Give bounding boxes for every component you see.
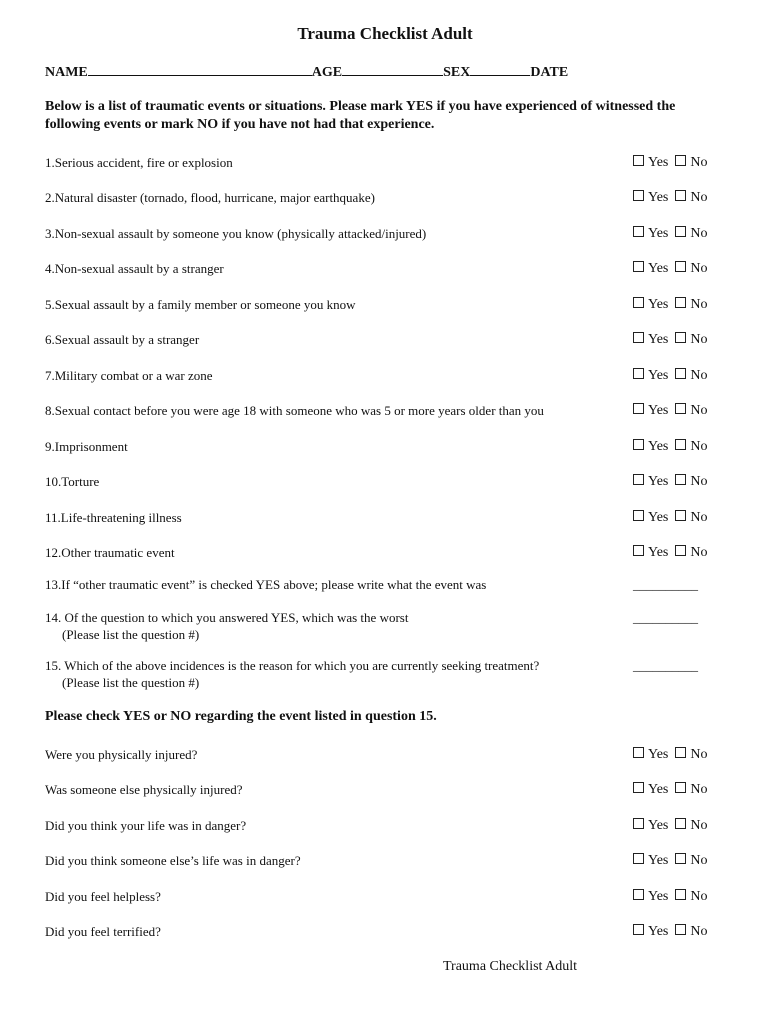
yes-no-choice xyxy=(633,296,715,313)
no-checkbox[interactable] xyxy=(675,226,686,237)
no-option xyxy=(675,474,707,489)
yes-option xyxy=(633,545,668,560)
no-option xyxy=(675,332,707,347)
no-label: No xyxy=(690,924,708,939)
yes-label: Yes xyxy=(648,332,669,347)
document-title: Trauma Checklist Adult xyxy=(297,24,473,43)
answer-blank[interactable]: __________ xyxy=(633,610,698,625)
no-checkbox[interactable] xyxy=(675,261,686,272)
no-option xyxy=(675,818,707,833)
yes-label: Yes xyxy=(648,261,669,276)
instructions-text: Below is a list of traumatic events or situations. Please mark YES if you have experienced of witnessed the following events or mark NO if you have not had that experience. xyxy=(45,99,676,132)
yes-option xyxy=(633,332,668,347)
yes-checkbox[interactable] xyxy=(633,889,644,900)
yes-checkbox[interactable] xyxy=(633,439,644,450)
yes-no-choice xyxy=(633,438,715,455)
no-checkbox[interactable] xyxy=(675,297,686,308)
no-option xyxy=(675,782,707,797)
no-label: No xyxy=(690,889,708,904)
yes-no-choice xyxy=(633,544,715,561)
followup-text: 14. Of the question to which you answered YES, which was the worst xyxy=(45,610,409,625)
yes-no-choice xyxy=(633,331,715,348)
yes-option xyxy=(633,474,668,489)
yes-no-choice xyxy=(633,746,715,763)
no-option xyxy=(675,368,707,383)
no-checkbox[interactable] xyxy=(675,510,686,521)
no-label: No xyxy=(690,853,708,868)
no-label: No xyxy=(690,368,708,383)
yes-label: Yes xyxy=(648,226,669,241)
yes-option xyxy=(633,190,668,205)
yes-label: Yes xyxy=(648,853,669,868)
yes-option xyxy=(633,155,668,170)
yes-no-choice xyxy=(633,154,715,171)
followup-question xyxy=(45,609,408,643)
no-option xyxy=(675,190,707,205)
yes-no-choice xyxy=(633,402,715,419)
answer-blank[interactable]: __________ xyxy=(633,577,698,592)
no-option xyxy=(675,924,707,939)
yes-no-choice xyxy=(633,923,715,940)
no-option xyxy=(675,889,707,904)
yes-label: Yes xyxy=(648,889,669,904)
yes-label: Yes xyxy=(648,190,669,205)
no-label: No xyxy=(690,818,708,833)
followup-note: (Please list the question #) xyxy=(62,627,200,642)
event15-question: Did you feel helpless? xyxy=(45,889,161,904)
yes-option xyxy=(633,853,668,868)
yes-checkbox[interactable] xyxy=(633,155,644,166)
yes-no-choice xyxy=(633,852,715,869)
yes-checkbox[interactable] xyxy=(633,853,644,864)
no-checkbox[interactable] xyxy=(675,889,686,900)
yes-no-choice xyxy=(633,509,715,526)
yes-no-choice xyxy=(633,189,715,206)
no-label: No xyxy=(690,226,708,241)
yes-option xyxy=(633,510,668,525)
no-option xyxy=(675,510,707,525)
event-question: 1.Serious accident, fire or explosion xyxy=(45,155,233,170)
yes-checkbox[interactable] xyxy=(633,510,644,521)
no-checkbox[interactable] xyxy=(675,155,686,166)
event-question: 9.Imprisonment xyxy=(45,439,128,454)
followup-question xyxy=(45,576,486,593)
yes-option xyxy=(633,368,668,383)
no-checkbox[interactable] xyxy=(675,439,686,450)
no-option xyxy=(675,439,707,454)
yes-checkbox[interactable] xyxy=(633,747,644,758)
no-checkbox[interactable] xyxy=(675,474,686,485)
yes-checkbox[interactable] xyxy=(633,190,644,201)
sex-field[interactable] xyxy=(470,62,530,76)
no-option xyxy=(675,261,707,276)
yes-option xyxy=(633,261,668,276)
yes-option xyxy=(633,403,668,418)
age-label: AGE xyxy=(311,65,343,80)
yes-no-choice xyxy=(633,781,715,798)
no-option xyxy=(675,853,707,868)
name-field[interactable] xyxy=(88,62,312,76)
yes-checkbox[interactable] xyxy=(633,545,644,556)
event-question: 4.Non-sexual assault by a stranger xyxy=(45,261,224,276)
no-checkbox[interactable] xyxy=(675,853,686,864)
no-checkbox[interactable] xyxy=(675,818,686,829)
no-label: No xyxy=(690,747,708,762)
followup-text: 15. Which of the above incidences is the reason for which you are currently seeking treatment? xyxy=(45,658,540,673)
yes-no-choice xyxy=(633,260,715,277)
event-question: 3.Non-sexual assault by someone you know (physically attacked/injured) xyxy=(45,226,427,241)
yes-no-choice xyxy=(633,888,715,905)
yes-no-choice xyxy=(633,817,715,834)
yes-checkbox[interactable] xyxy=(633,818,644,829)
no-label: No xyxy=(690,403,708,418)
yes-checkbox[interactable] xyxy=(633,368,644,379)
event-question: 8.Sexual contact before you were age 18 with someone who was 5 or more years older than you xyxy=(45,403,544,418)
yes-option xyxy=(633,439,668,454)
event-question: 7.Military combat or a war zone xyxy=(45,368,213,383)
yes-label: Yes xyxy=(648,545,669,560)
yes-checkbox[interactable] xyxy=(633,474,644,485)
no-label: No xyxy=(690,474,708,489)
no-checkbox[interactable] xyxy=(675,747,686,758)
no-option xyxy=(675,226,707,241)
yes-no-choice xyxy=(633,473,715,490)
yes-label: Yes xyxy=(648,403,669,418)
yes-option xyxy=(633,226,668,241)
event-question: 11.Life-threatening illness xyxy=(45,510,182,525)
yes-label: Yes xyxy=(648,747,669,762)
yes-option xyxy=(633,889,668,904)
yes-no-choice xyxy=(633,225,715,242)
yes-label: Yes xyxy=(648,782,669,797)
yes-label: Yes xyxy=(648,818,669,833)
no-label: No xyxy=(690,510,708,525)
yes-option xyxy=(633,818,668,833)
date-label: DATE xyxy=(530,65,569,80)
yes-checkbox[interactable] xyxy=(633,261,644,272)
no-label: No xyxy=(690,332,708,347)
no-option xyxy=(675,155,707,170)
event15-question: Did you think someone else’s life was in danger? xyxy=(45,853,301,868)
yes-label: Yes xyxy=(648,924,669,939)
yes-checkbox[interactable] xyxy=(633,924,644,935)
answer-blank[interactable]: __________ xyxy=(633,658,698,673)
yes-label: Yes xyxy=(648,368,669,383)
no-checkbox[interactable] xyxy=(675,545,686,556)
no-checkbox[interactable] xyxy=(675,924,686,935)
yes-option xyxy=(633,297,668,312)
followup-question xyxy=(45,657,539,691)
event-question: 6.Sexual assault by a stranger xyxy=(45,332,200,347)
yes-checkbox[interactable] xyxy=(633,297,644,308)
event-question: 12.Other traumatic event xyxy=(45,545,175,560)
no-option xyxy=(675,403,707,418)
no-checkbox[interactable] xyxy=(675,368,686,379)
followup-note: (Please list the question #) xyxy=(62,675,200,690)
yes-checkbox[interactable] xyxy=(633,403,644,414)
yes-option xyxy=(633,782,668,797)
yes-label: Yes xyxy=(648,474,669,489)
no-checkbox[interactable] xyxy=(675,190,686,201)
yes-checkbox[interactable] xyxy=(633,332,644,343)
yes-option xyxy=(633,924,668,939)
identification-line xyxy=(45,62,568,81)
event-question: 10.Torture xyxy=(45,474,100,489)
section-heading: Please check YES or NO regarding the event listed in question 15. xyxy=(45,709,437,724)
sex-label: SEX xyxy=(443,65,471,80)
no-checkbox[interactable] xyxy=(675,332,686,343)
followup-text: 13.If “other traumatic event” is checked YES above; please write what the event was xyxy=(45,577,487,592)
no-option xyxy=(675,747,707,762)
yes-checkbox[interactable] xyxy=(633,226,644,237)
no-label: No xyxy=(690,261,708,276)
no-checkbox[interactable] xyxy=(675,782,686,793)
no-option xyxy=(675,297,707,312)
event15-question: Were you physically injured? xyxy=(45,747,198,762)
no-label: No xyxy=(690,155,708,170)
yes-label: Yes xyxy=(648,155,669,170)
yes-checkbox[interactable] xyxy=(633,782,644,793)
yes-no-choice xyxy=(633,367,715,384)
name-label: NAME xyxy=(45,65,88,80)
no-option xyxy=(675,545,707,560)
no-label: No xyxy=(690,439,708,454)
yes-option xyxy=(633,747,668,762)
footer-text: Trauma Checklist Adult xyxy=(443,959,578,974)
yes-label: Yes xyxy=(648,297,669,312)
no-label: No xyxy=(690,782,708,797)
no-checkbox[interactable] xyxy=(675,403,686,414)
event-question: 2.Natural disaster (tornado, flood, hurricane, major earthquake) xyxy=(45,190,375,205)
no-label: No xyxy=(690,190,708,205)
event15-question: Did you feel terrified? xyxy=(45,924,161,939)
yes-label: Yes xyxy=(648,439,669,454)
no-label: No xyxy=(690,297,708,312)
event15-question: Did you think your life was in danger? xyxy=(45,818,247,833)
event-question: 5.Sexual assault by a family member or someone you know xyxy=(45,297,356,312)
event15-question: Was someone else physically injured? xyxy=(45,782,243,797)
age-field[interactable] xyxy=(342,62,443,76)
no-label: No xyxy=(690,545,708,560)
yes-label: Yes xyxy=(648,510,669,525)
